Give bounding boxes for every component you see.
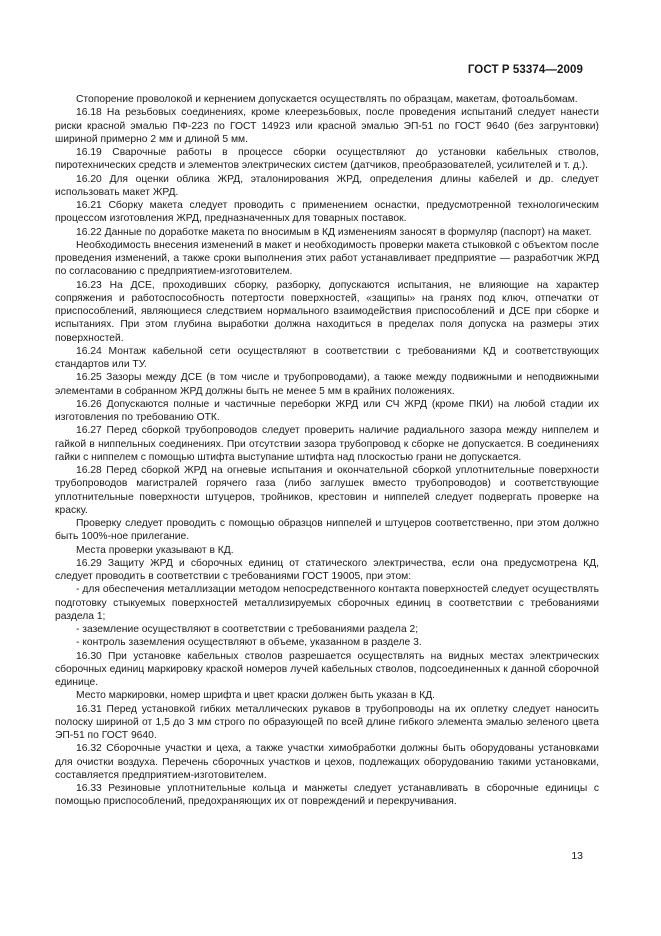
paragraph-16-23: 16.23 На ДСЕ, проходивших сборку, разборку, допускаются испытания, не влияющие на характер сопряжения и работоспособность потертости поверхностей, «защипы» на гранях под ключ, отпечатки от приспособлений, являющиеся следствием нормального взаимодействия приспособлений и ДСЕ при сборке и испытаниях. При этом глубина выработки должна находиться в пределах поля допуска на размеры этих поверхностей. <box>55 279 599 344</box>
paragraph-16-28: 16.28 Перед сборкой ЖРД на огневые испытания и окончательной сборкой уплотнительные поверхности трубопроводов магистралей горячего газа (либо заглушек вместо трубопроводов) и соответствующие уплотнительные поверхности штуцеров, тройников, крестовин и ниппелей следует подвергать проверке на краску. <box>55 465 599 516</box>
paragraph-16-25: 16.25 Зазоры между ДСЕ (в том числе и трубопроводами), а также между подвижными и неподвижными элементами в собранном ЖРД должны быть не менее 5 мм в крайних положениях. <box>55 372 599 397</box>
body-text <box>55 93 599 809</box>
paragraph-16-24: 16.24 Монтаж кабельной сети осуществляют в соответствии с требованиями КД и соответствующих стандартов или ТУ. <box>55 345 599 370</box>
paragraph-16-21: 16.21 Сборку макета следует проводить с применением оснастки, предусмотренной технологическим процессом изготовления ЖРД, предназначенных для товарных поставок. <box>55 200 599 225</box>
list-item: - контроль заземления осуществляют в объеме, указанном в разделе 3. <box>76 637 422 649</box>
paragraph: Необходимость внесения изменений в макет и необходимость проверки макета стыковкой с объектом после проведения изменений, а также сроки выполнения этих работ устанавливает предприятие — разработчик ЖРД по согласованию с предприятием-изготовителем. <box>55 239 599 278</box>
list-item: - заземление осуществляют в соответствии с требованиями раздела 2; <box>76 624 419 635</box>
paragraph-16-20: 16.20 Для оценки облика ЖРД, эталонирования ЖРД, определения длины кабелей и др. следует использовать макет ЖРД. <box>55 173 599 198</box>
paragraph-16-26: 16.26 Допускаются полные и частичные переборки ЖРД или СЧ ЖРД (кроме ПКИ) на любой стадии их изготовления по требованию ОТК. <box>55 398 599 423</box>
paragraph-16-22: 16.22 Данные по доработке макета по вносимым в КД изменениям заносят в формуляр (паспорт) на макет. <box>76 226 592 238</box>
paragraph: Место маркировки, номер шрифта и цвет краски должен быть указан в КД. <box>76 690 436 702</box>
paragraph: Проверку следует проводить с помощью образцов ниппелей и штуцеров соответственно, при этом должно быть 100%-ное прилегание. <box>55 518 599 543</box>
paragraph: Места проверки указывают в КД. <box>76 544 234 556</box>
paragraph-16-19: 16.19 Сварочные работы в процессе сборки осуществляют до установки кабельных стволов, пиротехнических средств и элементов электрических систем (датчиков, преобразователей, усилителей и т. д.). <box>55 147 599 172</box>
paragraph-16-29: 16.29 Защиту ЖРД и сборочных единиц от статического электричества, если она предусмотрена КД, следует проводить в соответствии с требованиями ГОСТ 19005, при этом: <box>55 557 599 582</box>
paragraph-16-30: 16.30 При установке кабельных стволов разрешается осуществлять на видных местах электрических сборочных единиц маркировку краской номеров лучей кабельных стволов, подсоединенных к данной сборочной единице. <box>55 650 599 688</box>
paragraph-16-33: 16.33 Резиновые уплотнительные кольца и манжеты следует устанавливать в сборочные единицы с помощью приспособлений, предохраняющих их от повреждений и перекручивания. <box>55 783 599 808</box>
paragraph-16-18: 16.18 На резьбовых соединениях, кроме клеерезьбовых, после проведения испытаний следует нанести риски красной эмалью ПФ-223 по ГОСТ 14923 или красной эмалью ЭП-51 по ГОСТ 9640 (без загрунтовки) шириной примерно 2 мм и длиной 5 мм. <box>55 107 599 145</box>
paragraph-16-32: 16.32 Сборочные участки и цеха, а также участки химобработки должны быть оборудованы установками для очистки воздуха. Перечень сборочных участков и цехов, подлежащих оборудованию такими установками, составляется предприятием-изготовителем. <box>55 743 599 781</box>
page-number: 13 <box>571 850 583 862</box>
paragraph-16-31: 16.31 Перед установкой гибких металлических рукавов в трубопроводы на их оплетку следует наносить полоску шириной от 1,5 до 3 мм строго по образующей по всей длине гибкого элемента эмалью зеленого цвета ЭП-51 по ГОСТ 9640. <box>55 703 599 741</box>
list-item: - для обеспечения металлизации методом непосредственного контакта поверхностей следует осуществлять подготовку стыкуемых поверхностей металлизируемых сборочных единиц в соответствии с требованиями раздела 1; <box>55 584 599 622</box>
paragraph: Стопорение проволокой и кернением допускается осуществлять по образцам, макетам, фотоальбомам. <box>76 94 578 105</box>
document-header: ГОСТ Р 53374—2009 <box>467 64 583 76</box>
paragraph-16-27: 16.27 Перед сборкой трубопроводов следует проверить наличие радиального зазора между ниппелем и гайкой в ниппельных соединениях. При отсутствии зазора трубопровод к сборке не допускается. В соединениях гайки с ниппелем с помощью штифта выступание штифта над плоскостью грани не допускается. <box>55 425 599 463</box>
